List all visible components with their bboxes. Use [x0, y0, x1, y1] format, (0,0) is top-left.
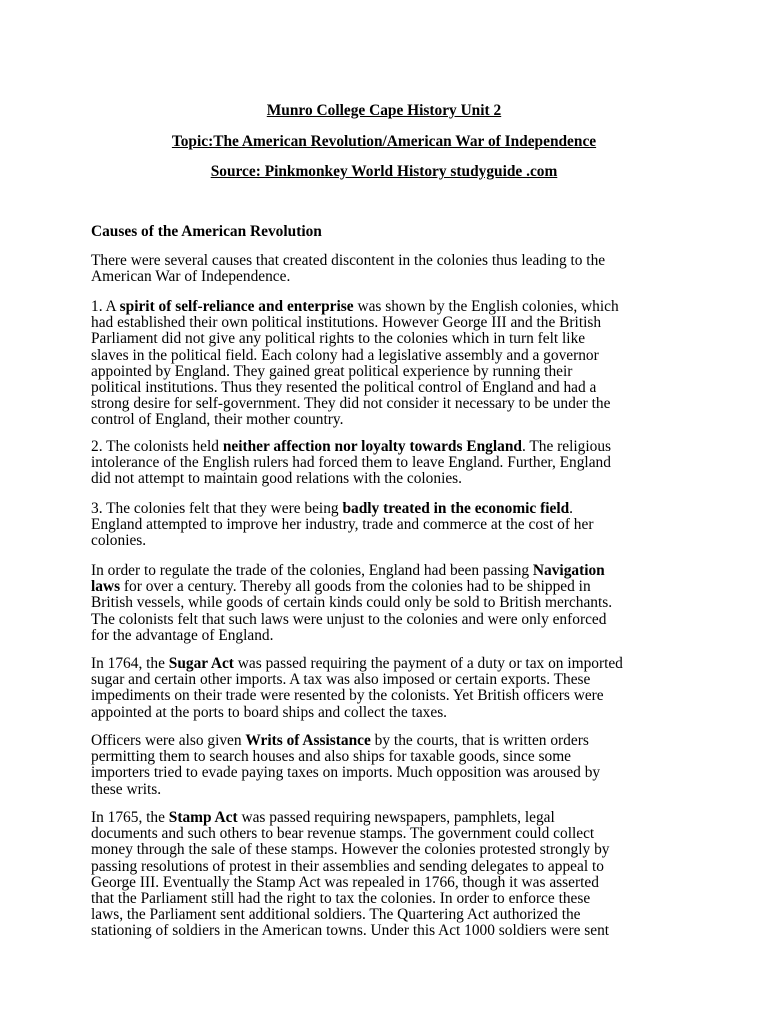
text-line: [91, 612, 691, 628]
paragraph-cause-1: [91, 299, 691, 429]
text-line: [91, 656, 691, 672]
text-line: [91, 907, 691, 923]
text-segment: England attempted to improve her industry, trade and commerce at the cost of her: [91, 516, 594, 534]
text-line: [91, 253, 691, 269]
text-segment: 1. A: [91, 298, 120, 315]
text-segment: was passed requiring the payment of a duty or tax on imported: [233, 655, 623, 672]
text-segment: these writs.: [91, 780, 162, 798]
text-segment: sugar and certain other imports. A tax was also imposed or certain exports. These: [91, 671, 591, 689]
paragraph-writs-of-assistance: [91, 733, 691, 798]
text-line: [91, 672, 691, 688]
text-line: [91, 628, 691, 644]
text-segment: stationing of soldiers in the American towns. Under this Act 1000 soldiers were sent: [91, 922, 610, 940]
text-line: [91, 733, 691, 749]
paragraph-stamp-act: [91, 810, 691, 940]
text-segment: political institutions. Thus they resented the political control of England and had a: [91, 379, 597, 397]
document-source: Source: Pinkmonkey World History studyguide .com: [210, 163, 558, 180]
text-line: [91, 455, 691, 471]
document-topic: Topic:The American Revolution/American War of Independence: [171, 133, 597, 150]
text-segment: for the advantage of England.: [91, 626, 274, 644]
text-segment: There were several causes that created discontent in the colonies thus leading to the: [91, 252, 606, 269]
text-line: [91, 563, 691, 579]
bold-key-phrase: Writs of Assistance: [245, 732, 371, 749]
paragraph-cause-3: [91, 501, 691, 550]
text-line: [91, 412, 691, 428]
text-segment: In 1765, the: [91, 809, 169, 826]
text-segment: that the Parliament still had the right to tax the colonies. In order to enforce these: [91, 890, 591, 908]
text-segment: was passed requiring newspapers, pamphlets, legal: [237, 809, 555, 826]
text-line: [91, 923, 691, 939]
text-segment: importers tried to evade paying taxes on imports. Much opposition was aroused by: [91, 764, 601, 782]
bold-key-phrase: Stamp Act: [168, 809, 238, 826]
text-line: [91, 315, 691, 331]
text-line: [91, 749, 691, 765]
document-title: Munro College Cape History Unit 2: [266, 102, 502, 119]
text-line: [91, 501, 691, 517]
text-segment: 3. The colonies felt that they were being: [91, 500, 343, 517]
text-segment: colonies.: [91, 532, 147, 550]
section-heading: Causes of the American Revolution: [91, 223, 322, 240]
text-line: [91, 396, 691, 412]
text-segment: was shown by the English colonies, which: [353, 298, 619, 315]
text-segment: . The religious: [521, 438, 612, 455]
text-line: [91, 891, 691, 907]
text-segment: In 1764, the: [91, 655, 169, 672]
bold-key-phrase: neither affection nor loyalty towards England: [222, 438, 522, 455]
text-segment: appointed at the ports to board ships and collect the taxes.: [91, 703, 448, 721]
text-segment: impediments on their trade were resented by the colonists. Yet British officers were: [91, 687, 604, 705]
text-line: [91, 533, 691, 549]
text-segment: strong desire for self-government. They did not consider it necessary to be under the: [91, 395, 611, 413]
text-line: [91, 765, 691, 781]
text-segment: passing resolutions of protest in their assemblies and sending delegates to appeal to: [91, 857, 604, 875]
text-line: [91, 299, 691, 315]
text-line: [91, 471, 691, 487]
text-segment: intolerance of the English rulers had forced them to leave England. Further, England: [91, 454, 611, 472]
text-line: [91, 348, 691, 364]
text-segment: did not attempt to maintain good relations with the colonies.: [91, 470, 463, 488]
text-line: [91, 826, 691, 842]
text-segment: had established their own political institutions. However George III and the British: [91, 314, 602, 332]
text-line: [91, 842, 691, 858]
paragraph-sugar-act: [91, 656, 691, 721]
text-segment: The colonists felt that such laws were unjust to the colonies and were only enforced: [91, 610, 607, 628]
bold-key-phrase: Navigation: [532, 562, 605, 579]
text-segment: permitting them to search houses and also ships for taxable goods, since some: [91, 748, 572, 766]
bold-key-phrase: badly treated in the economic field: [342, 500, 570, 517]
text-line: [91, 810, 691, 826]
text-line: [91, 705, 691, 721]
text-segment: slaves in the political field. Each colony had a legislative assembly and a governor: [91, 346, 599, 364]
text-line: [91, 688, 691, 704]
text-segment: appointed by England. They gained great political experience by running their: [91, 362, 573, 380]
text-line: [91, 517, 691, 533]
paragraph-intro: [91, 253, 691, 285]
text-segment: for over a century. Thereby all goods from the colonies had to be shipped in: [120, 578, 591, 596]
bold-key-phrase: Sugar Act: [168, 655, 234, 672]
text-line: [91, 331, 691, 347]
text-line: [91, 875, 691, 891]
text-line: [91, 380, 691, 396]
bold-key-phrase: spirit of self-reliance and enterprise: [119, 298, 354, 315]
text-segment: by the courts, that is written orders: [370, 732, 589, 749]
text-segment: Parliament did not give any political rights to the colonies which in turn felt like: [91, 330, 586, 348]
text-segment: money through the sale of these stamps. However the colonies protested strongly by: [91, 841, 610, 859]
text-line: [91, 859, 691, 875]
paragraph-navigation-laws: [91, 563, 691, 644]
text-segment: .: [569, 500, 574, 517]
text-segment: laws, the Parliament sent additional soldiers. The Quartering Act authorized the: [91, 906, 581, 924]
text-segment: control of England, their mother country.: [91, 411, 344, 429]
text-segment: British vessels, while goods of certain kinds could only be sold to British merchants.: [91, 594, 613, 612]
text-line: [91, 782, 691, 798]
text-segment: 2. The colonists held: [91, 438, 223, 455]
text-line: [91, 364, 691, 380]
text-segment: George III. Eventually the Stamp Act was repealed in 1766, though it was asserted: [91, 873, 599, 891]
text-line: [91, 269, 691, 285]
text-line: [91, 579, 691, 595]
bold-key-phrase: laws: [91, 578, 121, 596]
text-segment: In order to regulate the trade of the colonies, England had been passing: [91, 562, 533, 579]
text-line: [91, 595, 691, 611]
text-segment: American War of Independence.: [91, 268, 291, 286]
paragraph-cause-2: [91, 439, 691, 488]
text-segment: Officers were also given: [91, 732, 246, 749]
text-segment: documents and such others to bear revenue stamps. The government could collect: [91, 825, 595, 843]
text-line: [91, 439, 691, 455]
